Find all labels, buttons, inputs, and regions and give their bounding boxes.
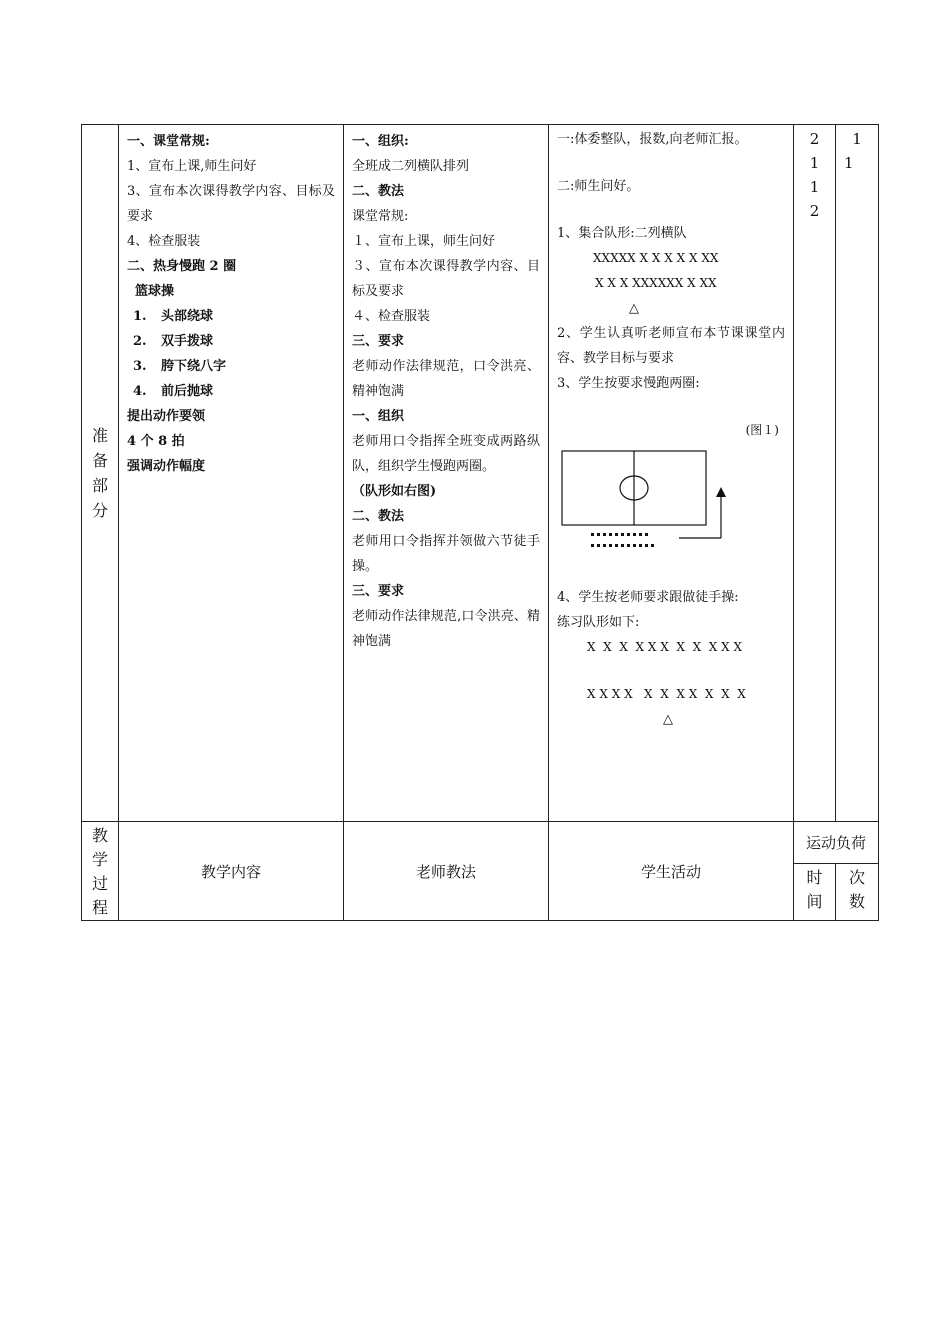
method-line: 老师用口令指挥全班变成两路纵队，组织学生慢跑两圈。 xyxy=(352,434,540,474)
method-line: 一、组织: xyxy=(352,134,409,149)
list-number: 3. xyxy=(133,359,147,374)
student-dot xyxy=(633,544,636,547)
method-line: ３、宣布本次课得教学内容、目标及要求 xyxy=(352,259,540,299)
student-dot xyxy=(621,533,624,536)
student-dot xyxy=(651,544,654,547)
method-header: 老师教法 xyxy=(344,822,549,921)
list-text: 前后抛球 xyxy=(161,384,214,399)
list-text: 双手拨球 xyxy=(161,334,214,349)
student-dot xyxy=(639,544,642,547)
method-line: １、宣布上课，师生问好 xyxy=(352,234,496,249)
content-line: 强调动作幅度 xyxy=(127,459,206,474)
time-header-cell xyxy=(794,864,836,921)
student-dot xyxy=(591,544,594,547)
teacher-method-cell xyxy=(344,125,549,822)
activity-line: 1、集合队形:二列横队 xyxy=(557,226,687,241)
student-dot xyxy=(627,544,630,547)
teaching-content xyxy=(119,125,343,483)
method-line: 三、要求 xyxy=(352,584,405,599)
content-line: 1、宣布上课,师生问好 xyxy=(127,159,257,174)
student-dot xyxy=(597,544,600,547)
student-dot xyxy=(609,544,612,547)
activity-header: 学生活动 xyxy=(549,822,794,921)
student-dot xyxy=(603,533,606,536)
formation-row: X X X X X X X X X X X xyxy=(587,640,743,654)
court-diagram xyxy=(557,445,785,565)
student-dot xyxy=(615,544,618,547)
content-line xyxy=(127,304,335,329)
lesson-plan-table xyxy=(81,124,879,921)
student-dot xyxy=(633,533,636,536)
content-line: 4、检查服装 xyxy=(127,234,201,249)
list-text: 头部绕球 xyxy=(161,309,214,324)
formation-row: X X X X X X X X X X X xyxy=(587,687,746,701)
process-label: 教 学 过 程 xyxy=(91,826,108,917)
student-dot xyxy=(645,533,648,536)
method-line: ４、检查服装 xyxy=(352,309,431,324)
method-line: 课堂常规: xyxy=(352,209,409,224)
header-row xyxy=(82,822,879,864)
activity-line: 二:师生问好。 xyxy=(557,179,640,194)
time-cell xyxy=(794,125,836,822)
teaching-content-cell xyxy=(119,125,344,822)
student-dot xyxy=(639,533,642,536)
content-line xyxy=(127,354,335,379)
student-activity-cell xyxy=(549,125,794,822)
student-dot xyxy=(627,533,630,536)
content-line xyxy=(127,379,335,404)
method-line: 三、要求 xyxy=(352,334,405,349)
route-arrow-icon xyxy=(716,487,726,497)
student-columns xyxy=(591,533,654,547)
content-line: 3、宣布本次课得教学内容、目标及要求 xyxy=(127,184,335,224)
student-dot xyxy=(615,533,618,536)
teacher-marker: △ xyxy=(629,301,639,316)
formation-row: XXXXX X X X X X XX xyxy=(593,251,719,265)
method-line: 二、教法 xyxy=(352,509,405,524)
method-line: 全班成二列横队排列 xyxy=(352,159,470,174)
content-line: 篮球操 xyxy=(135,284,175,299)
student-dot xyxy=(609,533,612,536)
formation-row: X X X XXXXXX X XX xyxy=(595,276,717,290)
method-line: 二、教法 xyxy=(352,184,405,199)
student-dot xyxy=(597,533,600,536)
content-line: 提出动作要领 xyxy=(127,409,206,424)
time-header: 时 间 xyxy=(806,868,823,911)
activity-line: 2、学生认真听老师宣布本节课课堂内容、教学目标与要求 xyxy=(557,326,785,366)
content-line: 4 个 8 拍 xyxy=(127,434,185,449)
method-line: （队形如右图) xyxy=(352,484,437,499)
student-dot xyxy=(603,544,606,547)
method-line: 老师动作法律规范,口令洪亮、精神饱满 xyxy=(352,609,540,649)
load-header: 运动负荷 xyxy=(794,822,879,864)
student-dot xyxy=(645,544,648,547)
activity-line: 一:体委整队，报数,向老师汇报。 xyxy=(557,132,748,147)
list-number: 4. xyxy=(133,384,147,399)
student-dot xyxy=(621,544,624,547)
teacher-marker: △ xyxy=(663,712,673,727)
list-text: 胯下绕八字 xyxy=(161,359,227,374)
count-values: 1 1 xyxy=(844,130,862,172)
count-header: 次 数 xyxy=(848,868,865,911)
content-line: 二、热身慢跑 2 圈 xyxy=(127,259,237,274)
count-header-cell xyxy=(836,864,879,921)
time-values: 2 1 1 2 xyxy=(809,130,820,220)
prep-row xyxy=(82,125,879,822)
content-line xyxy=(127,329,335,354)
student-activity xyxy=(549,125,793,736)
activity-line: 4、学生按老师要求跟做徒手操: xyxy=(557,590,739,605)
running-route-figure xyxy=(557,445,785,565)
content-line: 一、课堂常规: xyxy=(127,134,210,149)
activity-line: 练习队形如下: xyxy=(557,615,640,630)
method-line: 一、组织 xyxy=(352,409,405,424)
teacher-method xyxy=(344,125,548,658)
method-line: 老师动作法律规范，口令洪亮、精神饱满 xyxy=(352,359,540,399)
count-cell xyxy=(836,125,879,822)
list-number: 2. xyxy=(133,334,147,349)
student-dot xyxy=(591,533,594,536)
content-header: 教学内容 xyxy=(119,822,344,921)
section-label: 准 备 部 分 xyxy=(91,426,108,520)
activity-line: 3、学生按要求慢跑两圈: xyxy=(557,376,700,391)
method-line: 老师用口令指挥并领做六节徒手操。 xyxy=(352,534,540,574)
section-label-cell xyxy=(82,125,119,822)
figure-label: (图１) xyxy=(745,423,779,437)
list-number: 1. xyxy=(133,309,147,324)
process-label-cell xyxy=(82,822,119,921)
